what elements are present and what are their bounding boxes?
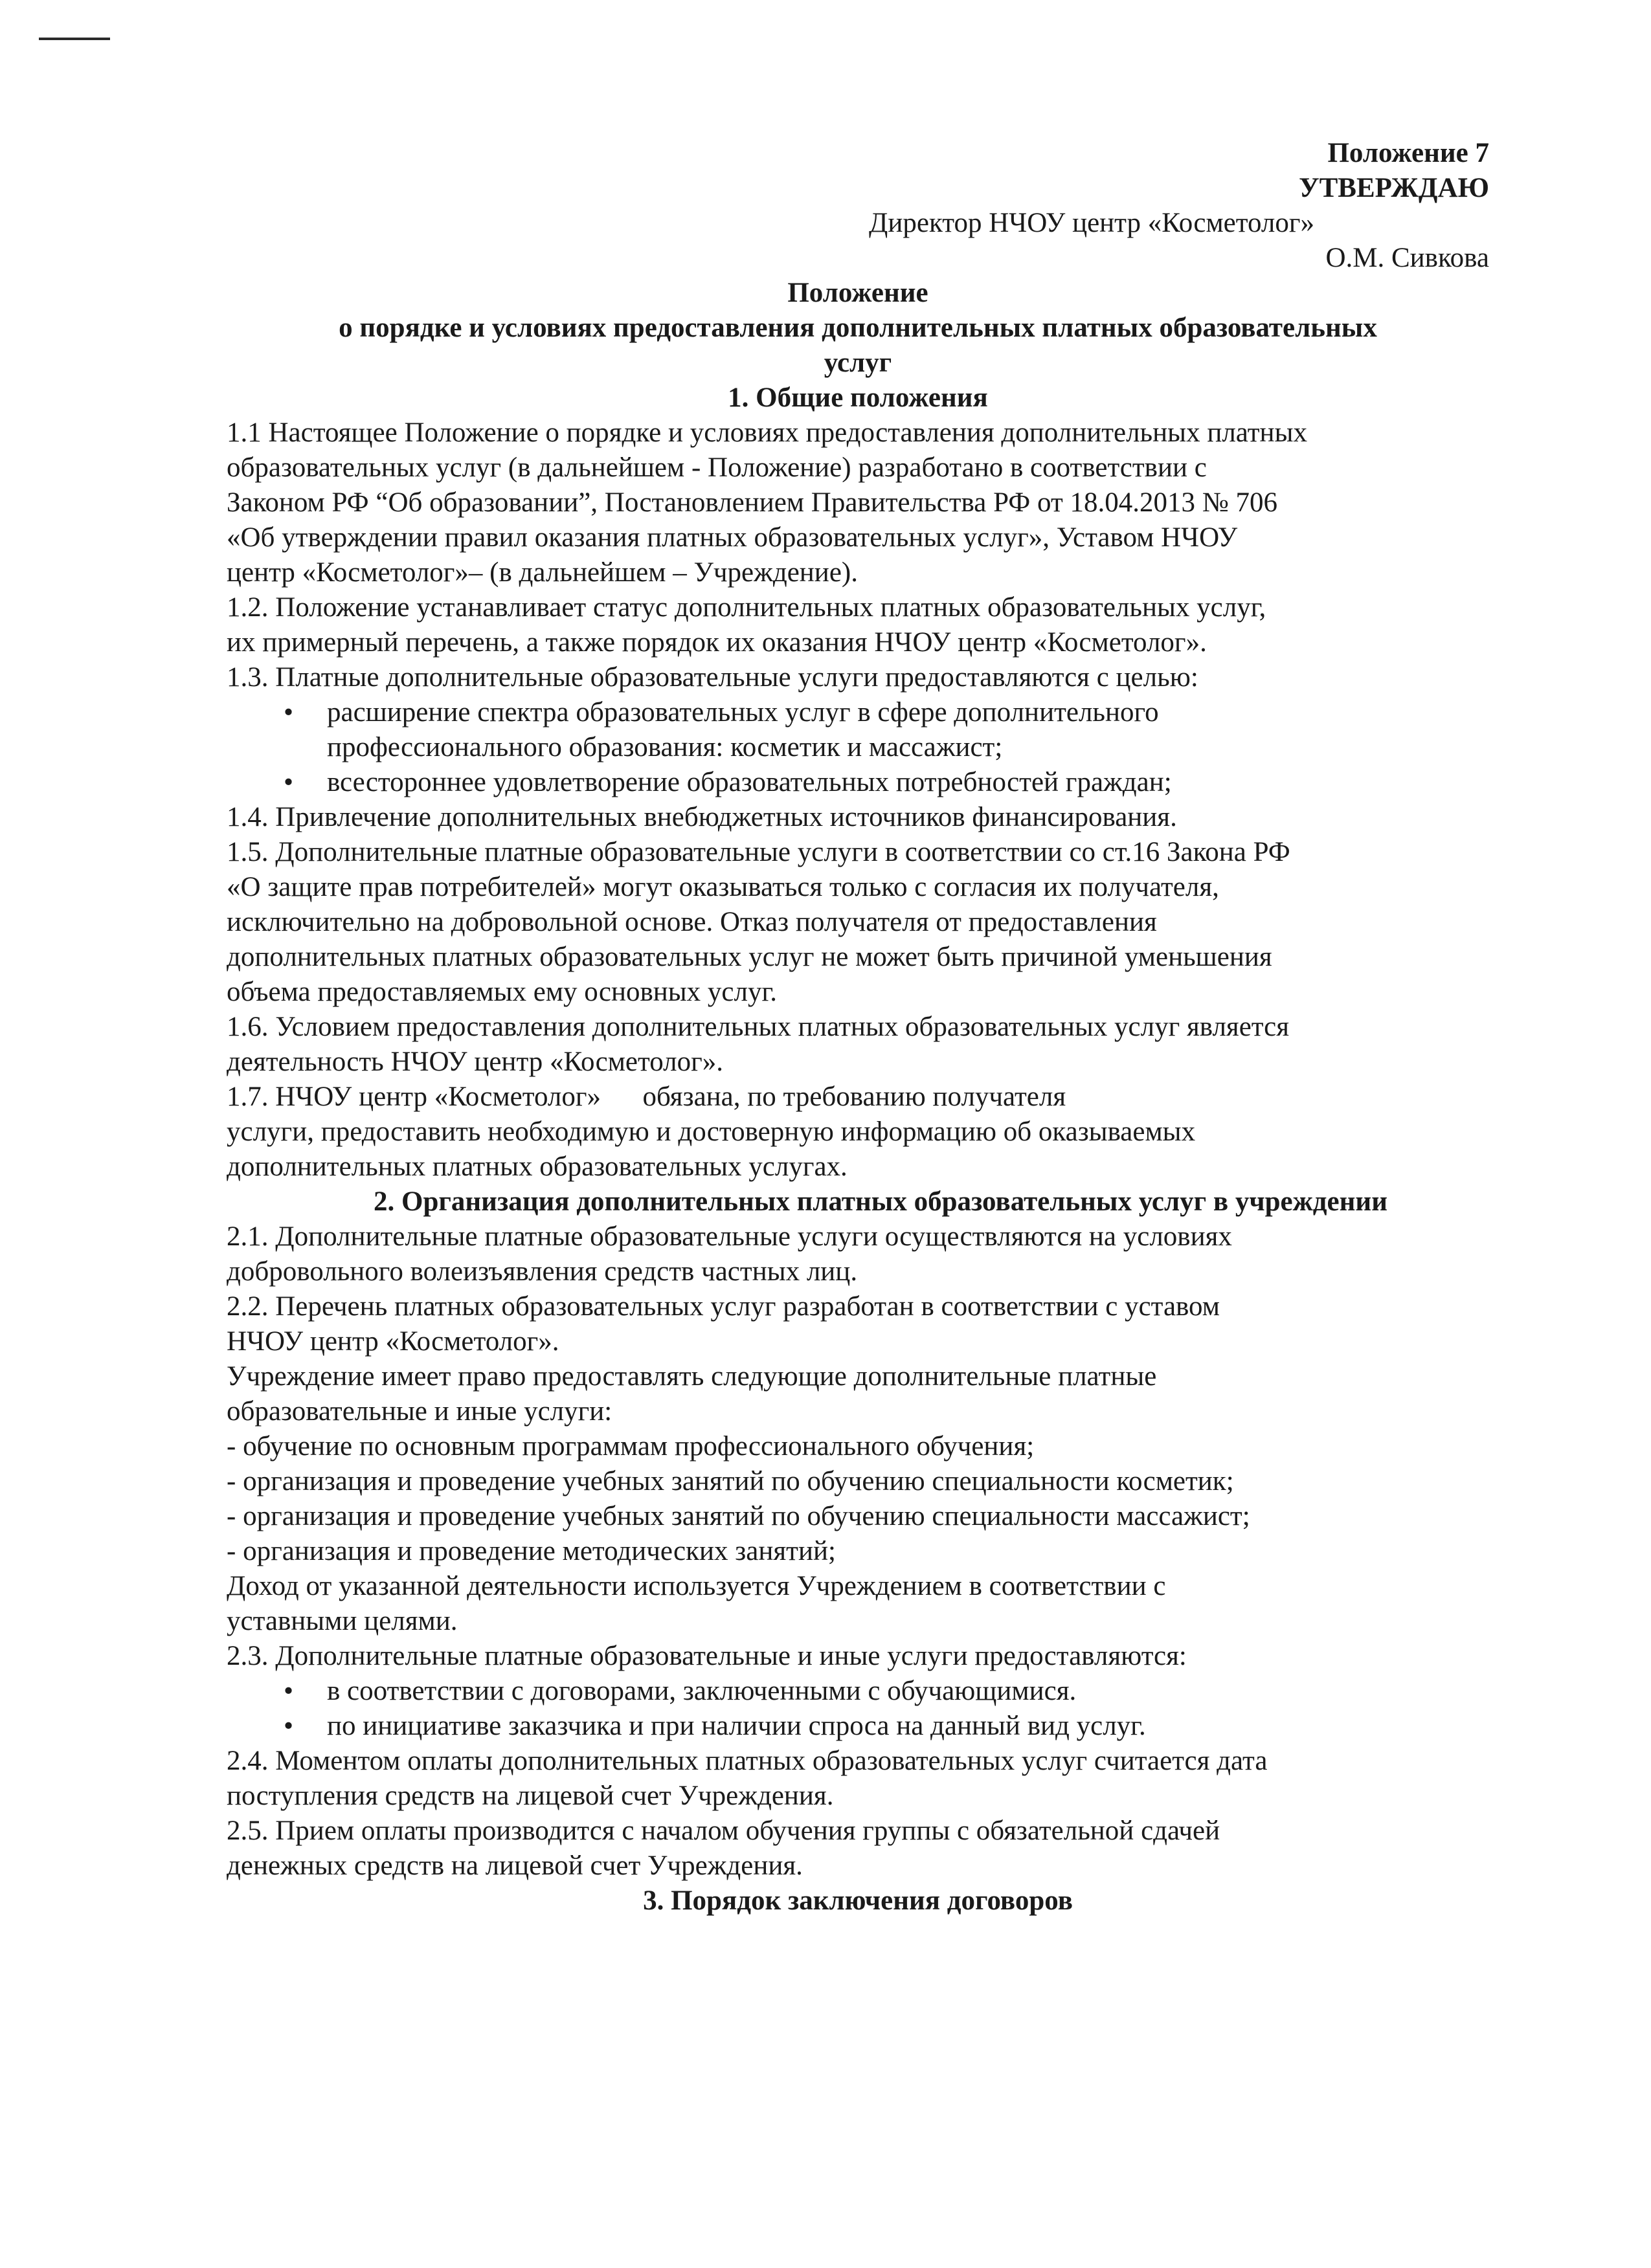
paragraph-1-3: 1.3. Платные дополнительные образовательные услуги предоставляются с целью: xyxy=(227,662,1198,693)
list-item xyxy=(227,1709,1489,1744)
title-line: услуг xyxy=(824,348,892,378)
text-line: денежных средств на лицевой счет Учреждения. xyxy=(227,1851,803,1881)
document-number: Положение 7 xyxy=(1327,138,1489,168)
bullet-icon: • xyxy=(284,697,294,728)
list-item xyxy=(227,695,1489,765)
paragraph-2-2-services-intro xyxy=(227,1359,1489,1429)
section-2-heading: 2. Организация дополнительных платных образовательных услуг в учреждении xyxy=(374,1186,1387,1217)
approval-stamp: УТВЕРЖДАЮ xyxy=(1299,173,1489,203)
list-item: - обучение по основным программам профессионального обучения; xyxy=(227,1431,1035,1462)
text-line: 2.1. Дополнительные платные образовательные услуги осуществляются на условиях xyxy=(227,1221,1232,1252)
paragraph-2-3: 2.3. Дополнительные платные образовательные и иные услуги предоставляются: xyxy=(227,1641,1187,1671)
text-line: образовательных услуг (в дальнейшем - Положение) разработано в соответствии с xyxy=(227,452,1207,483)
text-line: исключительно на добровольной основе. Отказ получателя от предоставления xyxy=(227,907,1157,937)
list-item: - организация и проведение учебных занятий по обучению специальности косметик; xyxy=(227,1466,1234,1496)
income-paragraph xyxy=(227,1569,1489,1639)
text-line: по инициативе заказчика и при наличии спроса на данный вид услуг. xyxy=(327,1711,1146,1741)
text-line: поступления средств на лицевой счет Учреждения. xyxy=(227,1781,834,1811)
text-line: 1.5. Дополнительные платные образовательные услуги в соответствии со ст.16 Закона РФ xyxy=(227,837,1290,867)
goals-list xyxy=(227,695,1489,800)
text-line: Доход от указанной деятельности используется Учреждением в соответствии с xyxy=(227,1571,1166,1601)
text-line: расширение спектра образовательных услуг в сфере дополнительного xyxy=(327,697,1159,728)
text-line: всестороннее удовлетворение образовательных потребностей граждан; xyxy=(327,767,1172,797)
bullet-icon: • xyxy=(284,1676,294,1706)
list-item: - организация и проведение методических занятий; xyxy=(227,1536,836,1566)
list-item xyxy=(227,1674,1489,1709)
text-line: «О защите прав потребителей» могут оказываться только с согласия их получателя, xyxy=(227,872,1219,902)
services-dash-list xyxy=(227,1429,1489,1569)
text-line: образовательные и иные услуги: xyxy=(227,1396,612,1427)
text-line: в соответствии с договорами, заключенными с обучающимися. xyxy=(327,1676,1077,1706)
text-line: объема предоставляемых ему основных услуг. xyxy=(227,977,778,1007)
text-line: уставными целями. xyxy=(227,1606,458,1636)
scan-artifact-line xyxy=(39,38,110,40)
paragraph-1-5 xyxy=(227,835,1489,1010)
paragraph-1-7 xyxy=(227,1080,1489,1184)
text-line: «Об утверждении правил оказания платных образовательных услуг», Уставом НЧОУ xyxy=(227,522,1238,553)
text-line: Учреждение имеет право предоставлять следующие дополнительные платные xyxy=(227,1361,1157,1392)
text-line: 2.2. Перечень платных образовательных услуг разработан в соответствии с уставом xyxy=(227,1291,1220,1322)
text-line: Законом РФ “Об образовании”, Постановлением Правительства РФ от 18.04.2013 № 706 xyxy=(227,487,1278,518)
section-3-heading: 3. Порядок заключения договоров xyxy=(643,1885,1073,1916)
list-item: - организация и проведение учебных занятий по обучению специальности массажист; xyxy=(227,1501,1250,1531)
paragraph-1-1 xyxy=(227,416,1489,590)
text-line: деятельность НЧОУ центр «Косметолог». xyxy=(227,1047,724,1077)
provision-list xyxy=(227,1674,1489,1744)
bullet-icon: • xyxy=(284,767,294,797)
text-line: центр «Косметолог»– (в дальнейшем – Учреждение). xyxy=(227,557,858,588)
paragraph-2-4 xyxy=(227,1744,1489,1814)
bullet-icon: • xyxy=(284,1711,294,1741)
text-line: услуги, предоставить необходимую и достоверную информацию об оказываемых xyxy=(227,1117,1196,1147)
text-line: профессионального образования: косметик и массажист; xyxy=(327,732,1003,762)
paragraph-2-1 xyxy=(227,1219,1489,1289)
paragraph-1-6 xyxy=(227,1010,1489,1080)
signatory-name: О.М. Сивкова xyxy=(1325,243,1489,273)
text-line: дополнительных платных образовательных услуг не может быть причиной уменьшения xyxy=(227,942,1272,972)
paragraph-1-4: 1.4. Привлечение дополнительных внебюджетных источников финансирования. xyxy=(227,802,1177,832)
text-line: 1.2. Положение устанавливает статус дополнительных платных образовательных услуг, xyxy=(227,592,1266,623)
title-line: Положение xyxy=(787,278,928,308)
text-line: добровольного волеизъявления средств частных лиц. xyxy=(227,1256,858,1287)
text-line: их примерный перечень, а также порядок их оказания НЧОУ центр «Косметолог». xyxy=(227,627,1207,658)
director-title: Директор НЧОУ центр «Косметолог» xyxy=(869,208,1314,238)
text-line: 2.5. Прием оплаты производится с началом обучения группы с обязательной сдачей xyxy=(227,1816,1220,1846)
text-line: дополнительных платных образовательных услугах. xyxy=(227,1151,848,1182)
text-line: НЧОУ центр «Косметолог». xyxy=(227,1326,559,1357)
text-line: 1.1 Настоящее Положение о порядке и условиях предоставления дополнительных платных xyxy=(227,417,1307,448)
paragraph-2-2 xyxy=(227,1289,1489,1359)
text-line: 2.4. Моментом оплаты дополнительных платных образовательных услуг считается дата xyxy=(227,1746,1268,1776)
paragraph-2-5 xyxy=(227,1814,1489,1884)
title-line: о порядке и условиях предоставления дополнительных платных образовательных xyxy=(339,313,1377,343)
paragraph-1-2 xyxy=(227,590,1489,660)
text-line: 1.7. НЧОУ центр «Косметолог» обязана, по требованию получателя xyxy=(227,1082,1066,1112)
section-1-heading: 1. Общие положения xyxy=(728,383,988,413)
document-page xyxy=(227,136,1489,1918)
list-item xyxy=(227,765,1489,800)
text-line: 1.6. Условием предоставления дополнительных платных образовательных услуг является xyxy=(227,1012,1289,1042)
document-title xyxy=(227,276,1489,381)
